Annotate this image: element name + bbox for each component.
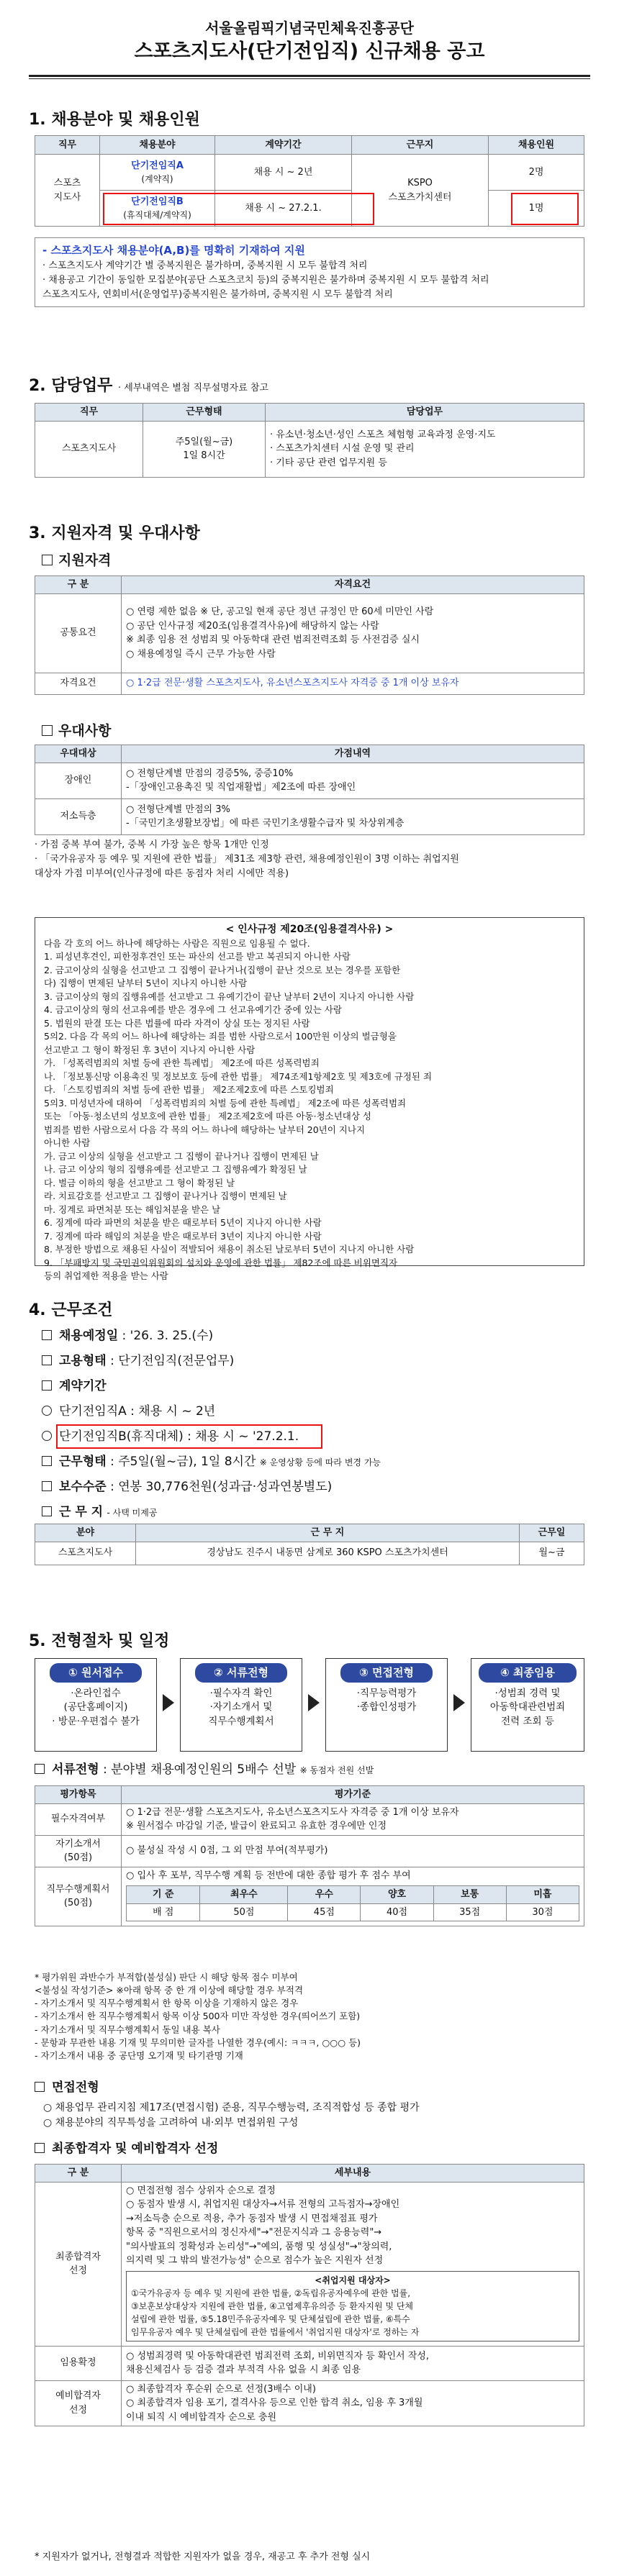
workplace-table <box>35 1524 584 1565</box>
grade-header: 최우수 <box>200 1886 288 1904</box>
cond-value: : 단기전임직(전문업무) <box>110 1354 235 1368</box>
cond-label: 서류전형 <box>52 1762 99 1777</box>
col-header: 평가기준 <box>122 1786 584 1804</box>
checkbox-icon <box>42 1506 52 1516</box>
grade-cell: 배 점 <box>127 1903 200 1921</box>
checkbox-icon <box>42 1456 52 1466</box>
cond-workplace <box>42 1503 157 1522</box>
col-header: 자격요건 <box>122 576 584 594</box>
cond-period <box>42 1378 107 1396</box>
col-header: 세부내용 <box>122 2165 584 2183</box>
cond-note: ※ 동점자 전원 선발 <box>299 1765 374 1775</box>
col-header: 직무 <box>35 404 143 422</box>
duty-table <box>35 403 584 478</box>
pref-detail: ○ 전형단계별 만점의 3% -「국민기초생활보장법」에 따른 국민기초생활수급자 및 차상위계층 <box>122 798 584 834</box>
col-header: 담당업무 <box>266 404 584 422</box>
preference-notes: · 가점 중복 부여 불가, 중복 시 가장 높은 항목 1개만 인정 · 「국가유공자 등 예우 및 지원에 관한 법률」 제31조 제3항 관련, 채용예정인원이 3명 이하는 취업지원 대상자 가점 미부여(인사규정에 따른 동점자 처리 시에만 적용) <box>35 839 459 880</box>
org-name: 서울올림픽기념국민체육진흥공단 <box>205 19 414 37</box>
period-b: 채용 시 ~ 27.2.1. <box>215 191 352 227</box>
qualification-table <box>35 575 584 695</box>
count-b: 1명 <box>489 191 584 227</box>
count-a: 2명 <box>489 155 584 191</box>
final-label: 최종합격자 선정 <box>35 2182 122 2346</box>
subsection-qualification <box>42 550 111 571</box>
doc-screening-line <box>35 1761 374 1780</box>
eval-text: ○ 입사 후 포부, 직무수행 계획 등 전반에 대한 종합 평가 후 점수 부여 <box>126 1870 411 1881</box>
grade-cell: 40점 <box>361 1903 433 1921</box>
arrow-right-icon <box>453 1694 465 1711</box>
col-header: 채용인원 <box>489 136 584 155</box>
cond-work-form <box>42 1453 381 1472</box>
cond-value: : 분야별 채용예정인원의 5배수 선발 <box>103 1762 297 1777</box>
final-line <box>35 2140 218 2159</box>
checkbox-icon <box>35 1764 45 1774</box>
cond-value: : '26. 3. 25.(수) <box>122 1329 214 1343</box>
col-header: 채용분야 <box>100 136 215 155</box>
col-header: 가점내역 <box>122 745 584 763</box>
qual-req: ○ 1·2급 전문·생활 스포츠지도사, 유소년스포츠지도사 자격증 중 1개 이상 보유자 <box>122 673 584 694</box>
final-text: ○ 최종합격자 후순위 순으로 선정(3배수 이내) ○ 최종합격자 임용 포기, 결격사유 등으로 인한 합격 취소, 임용 후 3개월 이내 퇴직 시 예비합격자 순으로 충원 <box>122 2380 584 2426</box>
subsection-label: 지원자격 <box>58 552 112 568</box>
recruit-notes-box <box>35 237 584 307</box>
cond-label: 면접전형 <box>52 2080 99 2095</box>
eval-label: 필수자격여부 <box>35 1803 122 1835</box>
support-target-box <box>126 2271 579 2341</box>
support-target-title: <취업지원 대상자> <box>315 2275 391 2285</box>
col-header: 평가항목 <box>35 1786 122 1804</box>
qual-label: 자격요건 <box>35 673 122 694</box>
section-5-title: 5. 전형절차 및 일정 <box>29 1632 170 1650</box>
step-body: ·필수자격 확인 ·자기소개서 및 직무수행계획서 <box>208 1687 274 1727</box>
cond-start-date <box>42 1327 213 1346</box>
recruit-notes: · 스포츠지도사 계약기간 별 중복지원은 불가하며, 중복지원 시 모두 불합격 처리 · 채용공고 기간이 동일한 모집분야(공단 스포츠코치 등)의 중복지원은 불가하며 중복지원 시 모두 불합격 처리 스포츠지도사, 연회비서(운영업무)중복지원은 불가하며, 중복지원 시 모두 불합격 처리 <box>42 260 489 300</box>
section-2-title <box>29 374 268 398</box>
grade-header: 양호 <box>361 1886 433 1904</box>
step-header: ③ 면접전형 <box>340 1663 433 1683</box>
section-1-title: 1. 채용분야 및 채용인원 <box>29 111 200 129</box>
cond-note: - 사택 미제공 <box>107 1508 158 1518</box>
preference-table <box>35 745 584 835</box>
col-header: 직무 <box>35 136 100 155</box>
section-2-note: · 세부내역은 별첨 직무설명자료 참고 <box>118 383 269 393</box>
pref-detail: ○ 전형단계별 만점의 경증5%, 중증10% -「장애인고용촉진 및 직업재활법」제2조에 따른 장애인 <box>122 763 584 798</box>
step-body: ·성범죄 경력 및 아동학대관련범죄 전력 조회 등 <box>489 1687 566 1727</box>
process-step-2 <box>180 1658 302 1752</box>
final-label: 임용확정 <box>35 2346 122 2380</box>
rule-title: < 인사규정 제20조(임용결격사유) > <box>225 924 394 935</box>
final-label: 예비합격자 선정 <box>35 2380 122 2426</box>
eval-label: 자기소개서 (50점) <box>35 1835 122 1867</box>
job-cell: 스포츠 지도사 <box>35 155 100 227</box>
cond-value: : 연봉 30,776천원(성과급·성과연봉별도) <box>110 1480 333 1494</box>
final-table <box>35 2164 584 2426</box>
final-cell <box>122 2182 584 2346</box>
step-header: ① 원서접수 <box>50 1663 142 1683</box>
step-body: ·온라인접수 (공단홈페이지) · 방문·우편접수 불가 <box>52 1687 140 1727</box>
step-header: ④ 최종임용 <box>479 1663 577 1683</box>
rule-box <box>35 917 584 1282</box>
cond-value: 단기전임직B(휴직대체) : 채용 시 ~ '27.2.1. <box>59 1429 299 1444</box>
pref-target: 저소득층 <box>35 798 122 834</box>
cond-label: 고용형태 <box>59 1354 107 1368</box>
support-target-text: ①국가유공자 등 예우 및 지원에 관한 법률, ②독립유공자예우에 관한 법률, ③보훈보상대상자 지원에 관한 법률, ④고엽제후유의증 등 환자지원 및 단체 설립에 관한 법률, ⑤5.18민주유공자예우 및 단체설립에 관한 법률, ⑥특수 임무유공자 예우 및 단체설립에 관한 법률에서 '취업지원 대상자'로 정하는 자 <box>131 2288 420 2337</box>
grade-cell: 35점 <box>433 1903 506 1921</box>
cond-label: 근무형태 <box>59 1455 107 1469</box>
section-3-title: 3. 지원자격 및 우대사항 <box>29 524 200 542</box>
eval-table <box>35 1785 584 1926</box>
final-footnote: * 지원자가 없거나, 전형결과 적합한 지원자가 없을 경우, 재공고 후 추가 전형 실시 <box>35 2552 371 2562</box>
field-a-cell <box>100 155 215 191</box>
interview-text: ○ 채용업무 관리지침 제17조(면접시험) 준용, 직무수행능력, 조직적합성 등 종합 평가 ○ 채용분야의 직무특성을 고려하여 내·외부 면접위원 구성 <box>43 2102 420 2129</box>
grade-header: 우수 <box>288 1886 361 1904</box>
cond-period-a <box>42 1403 215 1421</box>
grade-header: 보통 <box>433 1886 506 1904</box>
duty-job: 스포츠지도사 <box>35 421 143 477</box>
cond-label: 계약기간 <box>59 1379 107 1393</box>
recruit-note-title: - 스포츠지도사 채용분야(A,B)를 명확히 기재하여 지원 <box>42 244 305 257</box>
interview-line <box>35 2079 99 2098</box>
cond-label: 채용예정일 <box>59 1329 119 1343</box>
field-a: 단기전임직A <box>131 160 184 171</box>
step-body: ·직무능력평가 ·종합인성평가 <box>356 1687 417 1713</box>
process-step-3 <box>325 1658 448 1752</box>
cond-employment <box>42 1352 234 1371</box>
highlight-box-period <box>56 1424 322 1449</box>
title-divider-thin <box>29 78 590 79</box>
checkbox-icon <box>35 2082 45 2092</box>
checkbox-icon <box>42 1481 52 1491</box>
wp-address: 경상남도 진주시 내동면 삼계로 360 KSPO 스포츠가치센터 <box>136 1542 520 1565</box>
eval-plan-cell <box>122 1867 584 1926</box>
col-header: 구 분 <box>35 2165 122 2183</box>
eval-text: ○ 1·2급 전문·생활 스포츠지도사, 유소년스포츠지도사 자격증 중 1개 이상 보유자 ※ 원서접수 마감일 기준, 발급이 완료되고 유효한 경우에만 인정 <box>122 1803 584 1835</box>
col-header: 계약기간 <box>215 136 352 155</box>
highlight-box-b <box>103 193 374 225</box>
common-label: 공통요건 <box>35 593 122 673</box>
subsection-preference <box>42 721 111 742</box>
col-header: 우대대상 <box>35 745 122 763</box>
arrow-right-icon <box>308 1694 320 1711</box>
final-text: ○ 성범죄경력 및 아동학대관련 범죄전력 조회, 비위면직자 등 확인서 작성, 채용신체검사 등 검증 결과 부적격 사유 없을 시 최종 임용 <box>122 2346 584 2380</box>
grade-cell: 45점 <box>288 1903 361 1921</box>
cond-value: : 주5일(월~금), 1일 8시간 <box>110 1455 256 1469</box>
eval-text: ○ 불성실 작성 시 0점, 그 외 만점 부여(적부평가) <box>122 1835 584 1867</box>
cond-label: 최종합격자 및 예비합격자 선정 <box>52 2142 219 2156</box>
rule-text: 다음 각 호의 어느 하나에 해당하는 사람은 직원으로 임용될 수 없다. 1. 피성년후견인, 피한정후견인 또는 파산의 선고를 받고 복권되지 아니한 사람 2. 금고이상의 실형을 선고받고 그 집행이 끝나거나(집행이 끝난 것으로 보는 경우를 포함한 다) 집행이 면제된 날부터 5년이 지나지 아니한 사람 3. 금고이상의 형의 집행유예를 선고받고 그 유예기간이 끝난 날부터 2년이 지나지 아니한 사람 4. 금고이상의 형의 선고유예를 받은 경우에 그 선고유예기간 중에 있는 사람 5. 법원의 판결 또는 다른 법률에 따라 자격이 상실 또는 정지된 사람 5의2. 다음 각 목의 어느 하나에 해당하는 죄를 범한 사람으로서 100만원 이상의 벌금형을 선고받고 그 형이 확정된 후 3년이 지나지 아니한 사람 가. 「성폭력범죄의 처벌 등에 관한 특례법」 제2조에 따른 성폭력범죄 나. 「정보통신망 이용촉진 및 정보보호 등에 관한 법률」 제74조제1항제2호 및 제3호에 규정된 죄 다. 「스토킹범죄의 처벌 등에 관한 법률」 제2조제2호에 따른 스토킹범죄 5의3. 미성년자에 대하여 「성폭력범죄의 처벌 등에 관한 특례법」 제2조에 따른 성폭력범죄 또는 「아동·청소년의 성보호에 관한 법률」 제2조제2호에 따른 아동·청소년대상 성 범죄를 범한 사람으로서 다음 각 목의 어느 하나에 해당하는 날부터 20년이 지나지 아니한 사람 가. 금고 이상의 실형을 선고받고 그 집행이 끝나거나 집행이 면제된 날 나. 금고 이상의 형의 집행유예를 선고받고 그 집행유예가 확정된 날 다. 벌금 이하의 형을 선고받고 그 형이 확정된 날 라. 치료감호를 선고받고 그 집행이 끝나거나 집행이 면제된 날 마. 징계로 파면처분 또는 해임처분을 받은 날 6. 징계에 따라 파면의 처분을 받은 때로부터 5년이 지나지 아니한 사람 7. 징계에 따라 해임의 처분을 받은 때로부터 3년이 지나지 아니한 사람 8. 부정한 방법으로 채용된 사실이 적발되어 채용이 취소된 날로부터 5년이 지나지 아니한 사람 9. 「부패방지 및 국민권익위원회의 설치와 운영에 관한 법률」 제82조에 따른 비위면직자 등의 취업제한 적용을 받는 사람 <box>44 937 433 1282</box>
step-header: ② 서류전형 <box>195 1663 287 1683</box>
grade-header: 미흡 <box>506 1886 579 1904</box>
duty-form: 주5일(월~금) 1일 8시간 <box>143 421 266 477</box>
grade-cell: 30점 <box>506 1903 579 1921</box>
field-b-sub: (휴직대체/계약직) <box>123 210 191 221</box>
eval-label: 직무수행계획서 (50점) <box>35 1867 122 1926</box>
common-req: ○ 연령 제한 없음 ※ 단, 공고일 현재 공단 정년 규정인 만 60세 미만인 사람 ○ 공단 인사규정 제20조(임용결격사유)에 해당하지 않는 사람 ※ 최종 임용 전 성범죄 및 아동학대 관련 범죄전력조회 등 사전검증 실시 ○ 채용예정일 즉시 근무 가능한 사람 <box>122 593 584 673</box>
cond-label: 근 무 지 <box>59 1505 104 1519</box>
cond-salary <box>42 1478 332 1497</box>
page-title: 스포츠지도사(단기전임직) 신규채용 공고 <box>134 40 485 63</box>
col-header: 근 무 지 <box>136 1524 520 1542</box>
checkbox-icon <box>42 1330 52 1340</box>
col-header: 분야 <box>35 1524 136 1542</box>
pref-target: 장애인 <box>35 763 122 798</box>
checkbox-icon <box>42 1380 52 1391</box>
section-4-title: 4. 근무조건 <box>29 1301 113 1319</box>
period-a: 채용 시 ~ 2년 <box>215 155 352 191</box>
duty-list: · 유소년·청소년·성인 스포츠 체험형 교육과정 운영·지도 · 스포츠가치센터 시설 운영 및 관리 · 기타 공단 관련 업무지원 등 <box>266 421 584 477</box>
cond-label: 보수수준 <box>59 1480 107 1494</box>
process-step-1 <box>35 1658 157 1752</box>
arrow-right-icon <box>163 1694 174 1711</box>
grade-cell: 50점 <box>200 1903 288 1921</box>
cond-note: ※ 운영상황 등에 따라 변경 가능 <box>259 1457 381 1467</box>
process-step-4 <box>471 1658 584 1752</box>
col-header: 근무형태 <box>143 404 266 422</box>
col-header: 근무지 <box>352 136 489 155</box>
field-a-sub: (계약직) <box>141 174 173 185</box>
grade-header: 기 준 <box>127 1886 200 1904</box>
workplace-cell: KSPO 스포츠가치센터 <box>352 155 489 227</box>
wp-field: 스포츠지도사 <box>35 1542 136 1565</box>
eval-notes: * 평가위원 과반수가 부적합(불성실) 판단 시 해당 항목 점수 미부여 <불성실 작성기준> ※아래 항목 중 한 개 이상에 해당할 경우 부적격 - 자기소개서 및 직무수행계획서 한 항목 이상을 기재하지 않은 경우 - 자기소개서 한 직무수행계획서 항목 이상 500자 미만 작성한 경우(띄어쓰기 포함) - 자기소개서 및 직무수행계획서 동일 내용 복사 - 문항과 무관한 내용 기재 및 무의미한 글자를 나열한 경우(예시: ㅋㅋㅋ, ○○○ 등) - 자기소개서 내용 중 공단명 오기재 및 타기관명 기재 <box>35 1972 361 2061</box>
circle-bullet-icon <box>42 1406 52 1416</box>
section-2-label: 2. 담당업무 <box>29 377 113 395</box>
circle-bullet-icon <box>42 1431 52 1441</box>
checkbox-icon <box>42 725 53 736</box>
checkbox-icon <box>42 1355 52 1365</box>
final-text: ○ 면접전형 점수 상위자 순으로 결정 ○ 동점자 발생 시, 취업지원 대상자→서류 전형의 고득점자→장애인 →저소득층 순으로 적용, 추가 동점자 발생 시 면접채점표 평가 항목 중 "직원으로서의 정신자세"→"전문지식과 그 응용능력"→ "의사발표의 정확성과 논리성"→"예의, 품행 및 성실성"→"창의력, 의지력 및 그 밖의 발전가능성" 순으로 점수가 높은 지원자 선정 <box>126 2185 400 2266</box>
subsection-label: 우대사항 <box>58 723 112 739</box>
checkbox-icon <box>42 555 53 565</box>
col-header: 구 분 <box>35 576 122 594</box>
checkbox-icon <box>35 2143 45 2153</box>
cond-value: 단기전임직A : 채용 시 ~ 2년 <box>59 1404 216 1419</box>
wp-days: 월~금 <box>520 1542 584 1565</box>
field-b: 단기전임직B <box>131 196 184 207</box>
col-header: 근무일 <box>520 1524 584 1542</box>
highlight-box-count <box>511 193 579 225</box>
title-divider <box>29 75 590 77</box>
